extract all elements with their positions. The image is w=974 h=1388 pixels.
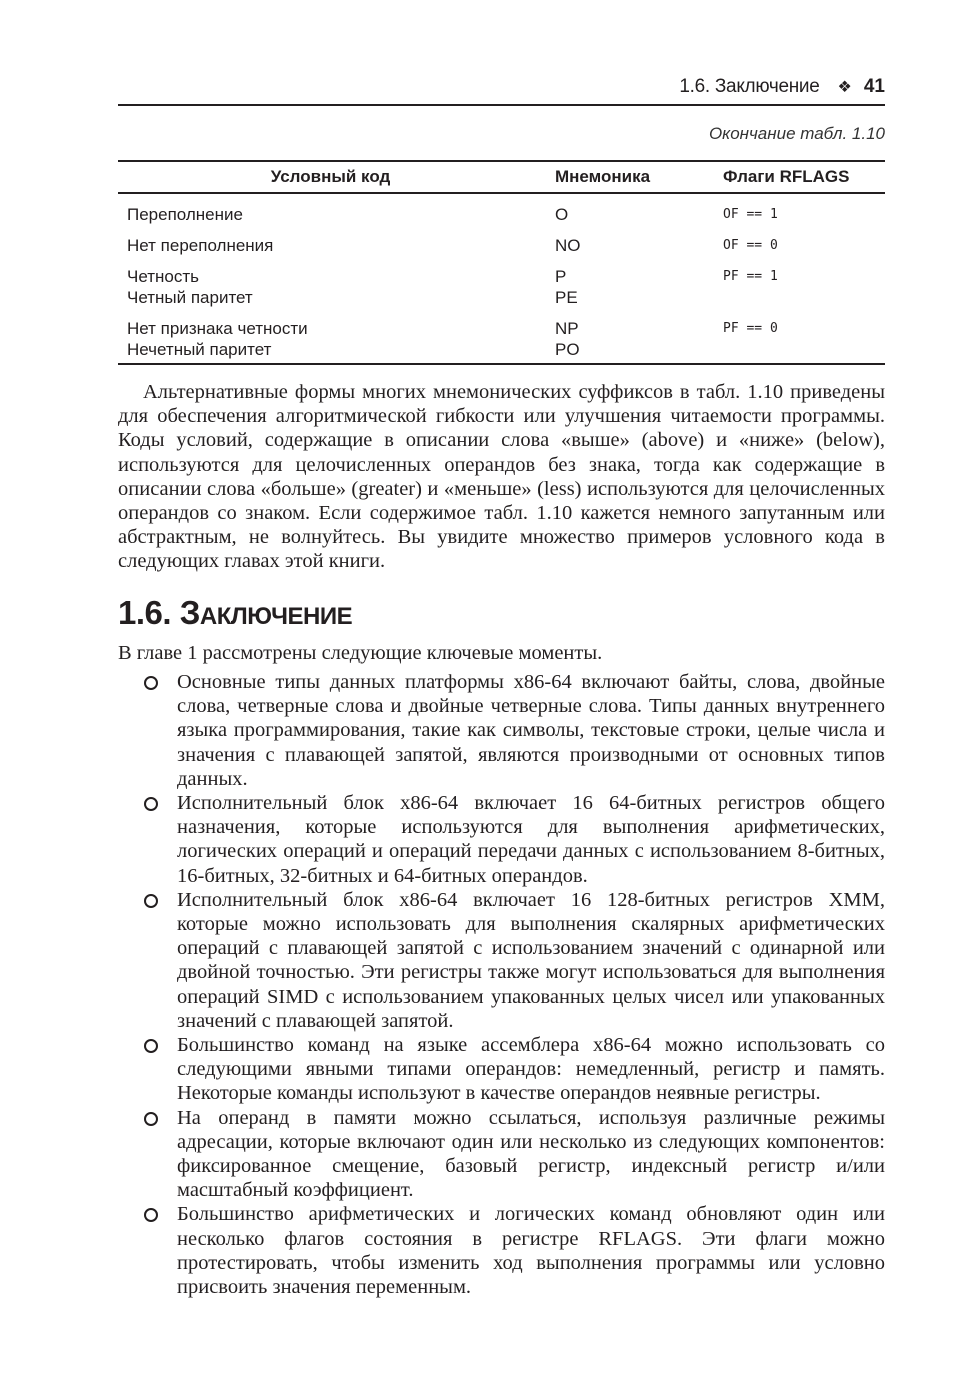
circle-bullet-icon — [144, 1039, 158, 1053]
list-item — [118, 670, 885, 791]
running-head — [118, 76, 885, 106]
mnemonic-text: NO — [555, 236, 581, 255]
section-intro: В главе 1 рассмотрены следующие ключевые моменты. — [118, 642, 603, 664]
mnemonic-alt-text: PE — [555, 288, 578, 307]
condition-text: Переполнение — [127, 205, 243, 224]
mnemonic-cell — [543, 225, 700, 256]
condition-code-table — [118, 160, 885, 365]
list-item — [118, 1033, 885, 1106]
condition-cell — [118, 308, 543, 364]
circle-bullet-icon — [144, 676, 158, 690]
condition-cell — [118, 225, 543, 256]
section-title-rest: АКЛЮЧЕНИЕ — [199, 603, 353, 630]
ornament-icon: ❖ — [837, 79, 852, 96]
list-item — [118, 888, 885, 1033]
list-item-text: Основные типы данных платформы x86-64 включают байты, слова, двойные слова, четверные слова и двойные четверные слова. Типы данных внутреннего языка программирования, такие как символы, текстовые строки, целые числа и значения с плавающей запятой, являются производными от основных типов данных. — [177, 671, 885, 790]
list-item — [118, 791, 885, 888]
list-item-text: Исполнительный блок x86-64 включает 16 64-битных регистров общего назначения, которые используются для выполнения арифметических, логических операций и операций передачи данных с использованием 8-битных, 16-битных, 32-битных и 64-битных операндов. — [177, 792, 885, 887]
mnemonic-cell — [543, 308, 700, 364]
key-points-list — [118, 670, 885, 1299]
table-row — [118, 256, 885, 308]
list-item-text: Исполнительный блок x86-64 включает 16 128-битных регистров XMM, которые можно использовать для выполнения скалярных арифметических операций с плавающей запятой с использованием значений с одинарной или двойной точностью. Эти регистры также могут использоваться для выполнения операций SIMD с использованием упакованных целых чисел или упакованных значений с плавающей запятой. — [177, 888, 885, 1032]
mnemonic-cell — [543, 256, 700, 308]
condition-text: Нет признака четности — [127, 319, 308, 338]
table-row — [118, 308, 885, 364]
section-number: 1.6. — [118, 594, 172, 631]
running-head-section: 1.6. Заключение — [679, 76, 820, 97]
list-item — [118, 1106, 885, 1203]
mnemonic-text: O — [555, 205, 569, 224]
header-mnemonic: Мнемоника — [543, 161, 700, 193]
condition-alt-text: Нечетный паритет — [127, 340, 272, 359]
flags-cell: OF == 0 — [723, 238, 778, 253]
circle-bullet-icon — [144, 797, 158, 811]
flags-cell: OF == 1 — [723, 207, 778, 222]
list-item-text: Большинство команд на языке ассемблера x86-64 можно использовать со следующими явными типами операндов: немедленный, регистр и память. Некоторые команды используют в качестве операндов неявные регистры. — [177, 1034, 885, 1105]
table-row — [118, 193, 885, 225]
condition-text: Нет переполнения — [127, 236, 274, 255]
flags-cell: PF == 1 — [723, 269, 778, 284]
table-row — [118, 225, 885, 256]
section-title-initial: З — [179, 594, 200, 631]
mnemonic-text: P — [555, 267, 567, 286]
list-item-text: Большинство арифметических и логических команд обновляют один или несколько флагов состояния в регистре RFLAGS. Эти флаги можно протестировать, чтобы изменить ход выполнения программы или условно присвоить значения переменным. — [177, 1203, 885, 1299]
mnemonic-alt-text: PO — [555, 340, 580, 359]
circle-bullet-icon — [144, 1208, 158, 1222]
header-flags: Флаги RFLAGS — [700, 161, 885, 193]
page-number: 41 — [863, 76, 885, 97]
condition-cell — [118, 193, 543, 225]
condition-cell — [118, 256, 543, 308]
table-header-row — [118, 161, 885, 193]
mnemonic-text: NP — [555, 319, 579, 338]
circle-bullet-icon — [144, 1112, 158, 1126]
list-item-text: На операнд в памяти можно ссылаться, используя различные режимы адресации, которые включают один или несколько из следующих компонентов: фиксированное смещение, базовый регистр, индексный регистр и/или масштабный коэффициент. — [177, 1106, 885, 1202]
mnemonic-cell — [543, 193, 700, 225]
table-caption: Окончание табл. 1.10 — [708, 124, 885, 143]
condition-alt-text: Четный паритет — [127, 288, 253, 307]
list-item — [118, 1202, 885, 1299]
condition-text: Четность — [127, 267, 199, 286]
flags-cell: PF == 0 — [723, 321, 778, 336]
section-heading — [118, 594, 352, 632]
circle-bullet-icon — [144, 894, 158, 908]
body-paragraph: Альтернативные формы многих мнемонических суффиксов в табл. 1.10 приведены для обеспечения алгоритмической гибкости или улучшения читаемости программы. Коды условий, содержащие в описании слова «выше» (above) и «ниже» (below), используются для целочисленных операндов без знака, тогда как содержащие в описании слова «больше» (greater) и «меньше» (less) используются для целочисленных операндов со знаком. Если содержимое табл. 1.10 кажется немного запутанным или абстрактным, не волнуйтесь. Вы увидите множество примеров условного кода в следующих главах этой книги. — [118, 381, 885, 573]
header-condition: Условный код — [118, 161, 543, 193]
